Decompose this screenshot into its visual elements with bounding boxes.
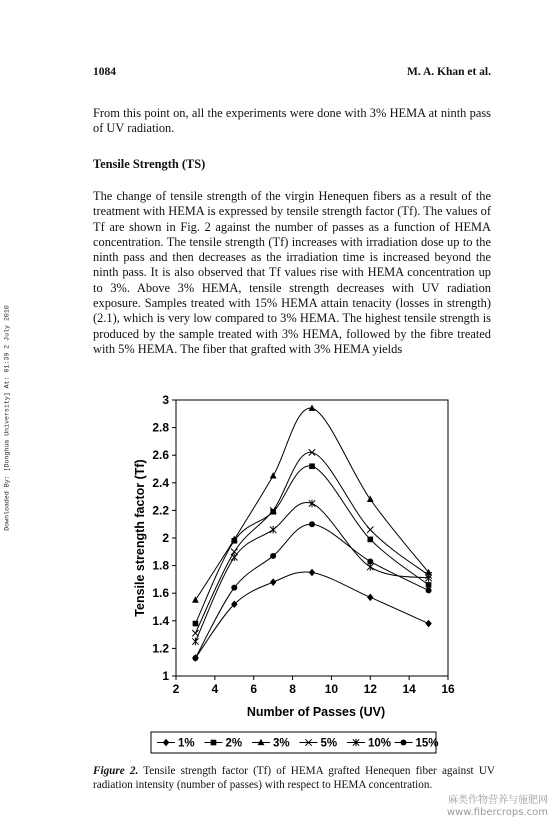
series-5-point-0 xyxy=(192,655,198,661)
series-1 xyxy=(193,463,432,626)
series-0-point-5 xyxy=(425,620,431,628)
legend-label-1: 2% xyxy=(225,737,243,750)
series-5-point-1-shape xyxy=(231,585,237,591)
tensile-strength-chart xyxy=(118,386,463,758)
y-tick-label-1: 1.2 xyxy=(152,641,169,656)
x-tick-label-0: 2 xyxy=(172,682,180,696)
legend-marker-5 xyxy=(401,740,407,746)
series-5-point-0-shape xyxy=(192,655,198,661)
x-tick-label-3: 8 xyxy=(289,682,296,696)
x-tick-label-6: 14 xyxy=(402,682,416,696)
y-tick-label-10: 3 xyxy=(162,393,169,407)
x-tick-label-7: 16 xyxy=(441,682,455,696)
x-tick-label-2: 6 xyxy=(250,682,258,696)
y-tick-label-2: 1.4 xyxy=(152,613,169,628)
series-2-point-2 xyxy=(270,472,277,478)
series-4-point-3 xyxy=(309,500,315,508)
series-5-point-3-shape xyxy=(309,521,315,527)
series-0-point-3-shape xyxy=(309,569,315,577)
series-0-point-4-shape xyxy=(367,594,373,602)
figure-caption xyxy=(93,764,495,792)
y-tick-label-8: 2.6 xyxy=(152,448,169,463)
y-tick-label-0: 1 xyxy=(162,669,169,683)
paragraph-intro: From this point on, all the experiments were done with 3% HEMA at ninth pass of UV radiation. xyxy=(93,106,491,136)
series-1-point-4-shape xyxy=(367,537,373,543)
series-1-point-3 xyxy=(309,463,315,469)
chart-legend xyxy=(151,732,439,753)
series-5-point-2 xyxy=(270,553,276,559)
legend-label-4: 10% xyxy=(368,737,392,750)
series-2-point-2-shape xyxy=(270,472,277,478)
running-head-authors: M. A. Khan et al. xyxy=(406,66,491,78)
series-5 xyxy=(192,521,431,661)
series-3-point-4 xyxy=(367,527,373,533)
series-1-point-0-shape xyxy=(193,621,199,627)
series-0 xyxy=(192,569,432,662)
legend-marker-1 xyxy=(211,740,217,746)
series-5-point-2-shape xyxy=(270,553,276,559)
series-4-point-0 xyxy=(192,638,198,646)
series-0-point-2 xyxy=(270,578,276,586)
y-tick-label-3: 1.6 xyxy=(152,586,169,601)
legend-label-0: 1% xyxy=(178,737,195,750)
series-line-5 xyxy=(195,524,428,658)
legend-label-2: 3% xyxy=(273,737,290,750)
series-1-point-5-shape xyxy=(426,582,432,588)
site-watermark xyxy=(447,795,548,819)
x-tick-label-1: 4 xyxy=(211,682,219,696)
series-1-point-5 xyxy=(426,582,432,588)
download-note-text: Downloaded By: [Donghua University] At: 01:39 2 July 2010 xyxy=(3,305,11,531)
x-tick-label-5: 12 xyxy=(363,682,377,696)
y-tick-label-5: 2 xyxy=(162,531,169,545)
y-tick-label-6: 2.2 xyxy=(152,503,169,518)
series-5-point-5-shape xyxy=(426,587,432,593)
page-number: 1084 xyxy=(93,66,116,78)
figure-label: Figure 2. xyxy=(93,765,139,777)
x-tick-label-4: 10 xyxy=(324,682,339,696)
series-0-point-5-shape xyxy=(425,620,431,628)
y-tick-label-7: 2.4 xyxy=(152,475,169,490)
series-0-point-3 xyxy=(309,569,315,577)
series-4-point-2 xyxy=(270,526,276,534)
page-header xyxy=(93,66,491,78)
y-tick-label-9: 2.8 xyxy=(152,420,169,435)
watermark-line-1: 麻类作物营养与施肥网 xyxy=(448,795,548,806)
legend-label-5: 15% xyxy=(415,737,439,750)
download-note xyxy=(0,268,14,568)
series-5-point-1 xyxy=(231,585,237,591)
x-axis-title: Number of Passes (UV) xyxy=(246,705,386,719)
series-line-3 xyxy=(195,452,428,633)
legend-marker-1-shape xyxy=(211,740,217,746)
y-tick-label-4: 1.8 xyxy=(152,558,169,573)
series-5-point-3 xyxy=(309,521,315,527)
series-0-point-4 xyxy=(367,594,373,602)
series-4-point-1 xyxy=(231,554,237,562)
paragraph-tensile-strength: The change of tensile strength of the virgin Henequen fibers as a result of the treatment with HEMA is expressed by tensile strength factor (Tf). The values of Tf are shown in Fig. 2 against the number of passes as a function of HEMA concentration. The tensile strength (Tf) increases with irradiation dose up to the ninth pass and then decreases as the irradiation time is increased beyond the ninth pass. It is also observed that Tf values rise with HEMA concentration up to 3%. Above 3% HEMA, tensile strength decreases with UV radiation exposure. Samples treated with 15% HEMA attain tenacity (losses in strength) (2.1), which is very low compared to 3% HEMA. The highest tensile strength is produced by the sample treated with 3% HEMA, followed by the fibre treated with 5% HEMA. The fiber that grafted with 3% HEMA yields xyxy=(93,189,491,356)
figure-caption-text: Tensile strength factor (Tf) of HEMA grafted Henequen fiber against UV radiation intensity (number of passes) with respect to HEMA concentration. xyxy=(93,765,495,791)
series-5-point-4-shape xyxy=(367,558,373,564)
series-5-point-4 xyxy=(367,558,373,564)
watermark-line-2: www.fibercrops.com xyxy=(446,807,548,818)
y-axis-title: Tensile strength factor (Tf) xyxy=(133,459,147,617)
series-1-point-3-shape xyxy=(309,463,315,469)
series-0-point-2-shape xyxy=(270,578,276,586)
legend-marker-5-shape xyxy=(401,740,407,746)
section-heading: Tensile Strength (TS) xyxy=(93,157,206,171)
plot-area-frame xyxy=(176,400,448,676)
series-line-0 xyxy=(195,572,428,658)
series-1-point-0 xyxy=(193,621,199,627)
legend-label-3: 5% xyxy=(320,737,338,750)
series-1-point-4 xyxy=(367,537,373,543)
series-5-point-5 xyxy=(426,587,432,593)
